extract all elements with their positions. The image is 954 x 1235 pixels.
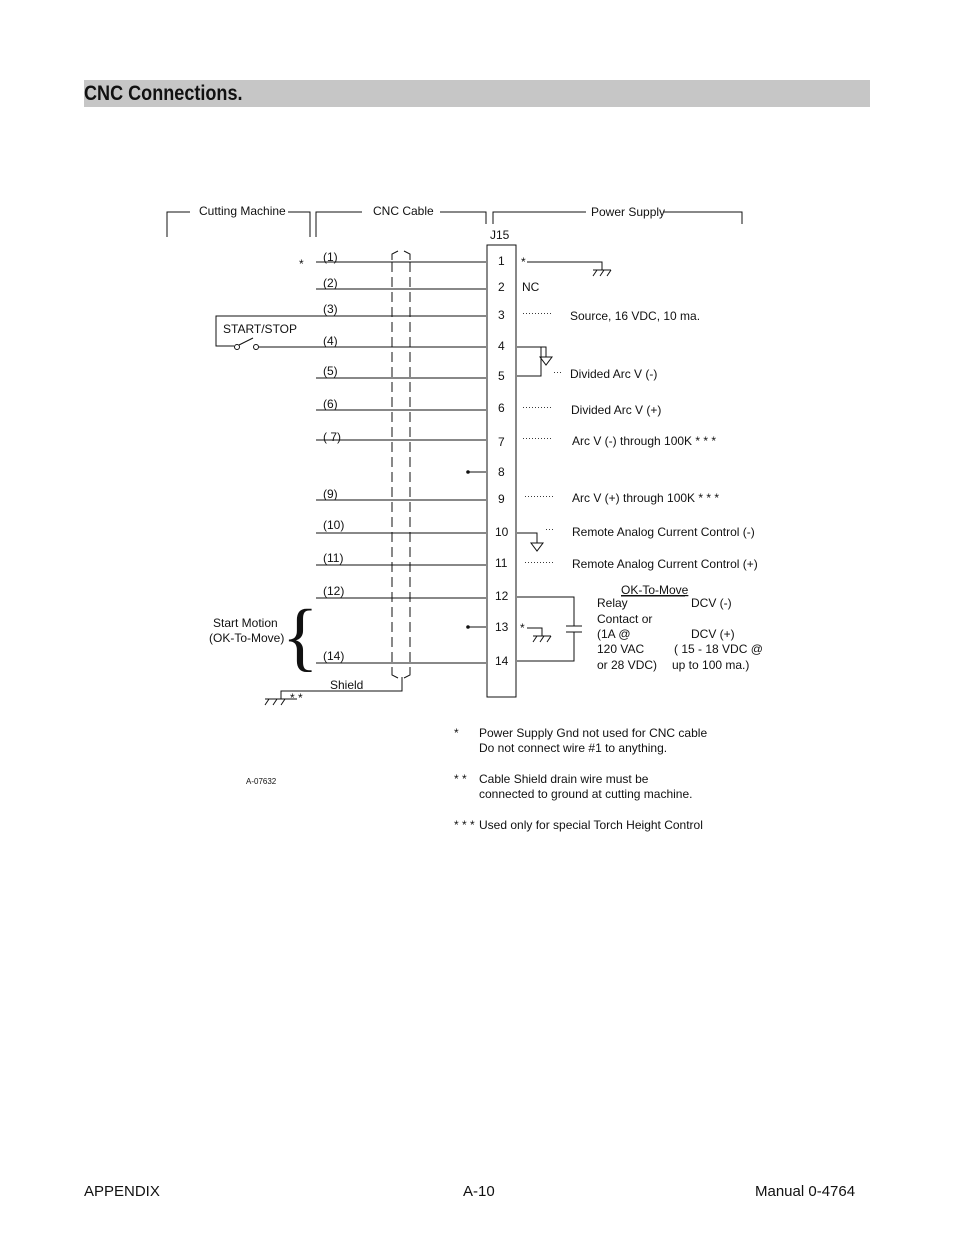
pin-3-leader-dots: ··········: [522, 308, 552, 318]
pin-11: 11: [495, 556, 508, 570]
note-3-line-1: Used only for special Torch Height Control: [479, 818, 703, 832]
pin-9-description: Arc V (+) through 100K * * *: [572, 491, 720, 505]
note-2-line-2: connected to ground at cutting machine.: [479, 787, 693, 801]
wire-1-mark: *: [299, 257, 304, 271]
start-motion-label: Start Motion: [213, 616, 278, 630]
wire-label-7: ( 7): [323, 430, 341, 444]
pin-6: 6: [498, 401, 505, 415]
footer-page-number: A-10: [463, 1183, 495, 1200]
pin-3-description: Source, 16 VDC, 10 ma.: [570, 309, 701, 323]
shield-ground-mark: * *: [290, 691, 303, 705]
note-1-line-1: Power Supply Gnd not used for CNC cable: [479, 726, 708, 740]
start-stop-label: START/STOP: [223, 322, 298, 336]
pin-10-ground: [517, 533, 543, 551]
pin-9: 9: [498, 492, 505, 506]
wire-label-5: (5): [323, 364, 338, 378]
ok-to-move-left-1: Relay: [597, 596, 628, 610]
ok-to-move-relay: [517, 597, 582, 661]
pin-4-5-divider: [517, 347, 552, 376]
pin-descriptions: [522, 280, 758, 571]
pin-13: 13: [495, 620, 509, 634]
note-2-line-1: Cable Shield drain wire must be: [479, 772, 649, 786]
pin-11-leader-dots: ··········: [524, 557, 554, 567]
section-label-cnc-cable: CNC Cable: [373, 204, 434, 218]
ok-to-move-left-5: or 28 VDC): [597, 658, 658, 672]
pin-11-description: Remote Analog Current Control (+): [572, 557, 758, 571]
footer-section: APPENDIX: [84, 1183, 160, 1200]
pin-13-ground: [527, 628, 551, 642]
wire-label-14: (14): [323, 649, 345, 663]
pin-1-ground: [527, 262, 611, 276]
page-title: CNC Connections.: [84, 82, 243, 105]
figure-id: A-07632: [246, 777, 277, 786]
section-label-power-supply: Power Supply: [591, 205, 666, 219]
pin-1: 1: [498, 254, 505, 268]
pin-8: 8: [498, 465, 505, 479]
wire-label-12: (12): [323, 584, 345, 598]
pin-3: 3: [498, 308, 505, 322]
start-motion-sublabel: (OK-To-Move): [209, 631, 285, 645]
pin-2-description: NC: [522, 280, 540, 294]
wire-label-6: (6): [323, 397, 338, 411]
pin-10-leader-dots: ···: [545, 524, 554, 534]
pin-4: 4: [498, 339, 505, 353]
pin-1-mark: *: [521, 255, 526, 269]
pin-10: 10: [495, 525, 509, 539]
pin-numbers: [495, 254, 509, 668]
note-3-mark: * * *: [454, 818, 475, 832]
ok-to-move-left-3: (1A @: [597, 627, 631, 641]
pin-7-leader-dots: ··········: [522, 433, 552, 443]
wire-label-10: (10): [323, 518, 345, 532]
cable-wires: [316, 250, 486, 663]
wire-label-11: (11): [323, 551, 344, 565]
pin-2: 2: [498, 280, 505, 294]
pin-12: 12: [495, 589, 509, 603]
ok-to-move-heading: OK-To-Move: [621, 583, 689, 597]
note-1-mark: *: [454, 726, 459, 740]
ok-to-move-left-2: Contact or: [597, 612, 653, 626]
wire-label-9: (9): [323, 487, 338, 501]
wire-label-4: (4): [323, 334, 338, 348]
pin-10-description: Remote Analog Current Control (-): [572, 525, 755, 539]
wire-label-3: (3): [323, 302, 338, 316]
wire-label-2: (2): [323, 276, 338, 290]
pin-6-leader-dots: ··········: [522, 402, 552, 412]
pin-5: 5: [498, 369, 505, 383]
pin-9-leader-dots: ··········: [524, 491, 554, 501]
pin-7: 7: [498, 435, 505, 449]
cable-shield: [392, 251, 410, 678]
pin-13-mark: *: [520, 621, 525, 635]
pin-5-description: Divided Arc V (-): [570, 367, 658, 381]
note-1-line-2: Do not connect wire #1 to anything.: [479, 741, 668, 755]
start-motion-brace: {: [282, 595, 319, 679]
ok-to-move-left-4: 120 VAC: [597, 642, 645, 656]
connector-label: J15: [490, 228, 510, 242]
shield-label: Shield: [330, 678, 364, 692]
pin-14: 14: [495, 654, 509, 668]
ok-to-move-right-4: up to 100 ma.): [672, 658, 750, 672]
footer-manual-number: Manual 0-4764: [755, 1183, 856, 1200]
ok-to-move-right-3: ( 15 - 18 VDC @: [674, 642, 763, 656]
section-label-cutting-machine: Cutting Machine: [199, 204, 286, 218]
pin-7-description: Arc V (-) through 100K * * *: [572, 434, 717, 448]
pin-5-leader-dots: ···: [553, 367, 562, 377]
wire-label-1: (1): [323, 250, 338, 264]
note-2-mark: * *: [454, 772, 467, 786]
pin-6-description: Divided Arc V (+): [571, 403, 662, 417]
ok-to-move-right-1: DCV (-): [691, 596, 732, 610]
ok-to-move-right-2: DCV (+): [691, 627, 735, 641]
